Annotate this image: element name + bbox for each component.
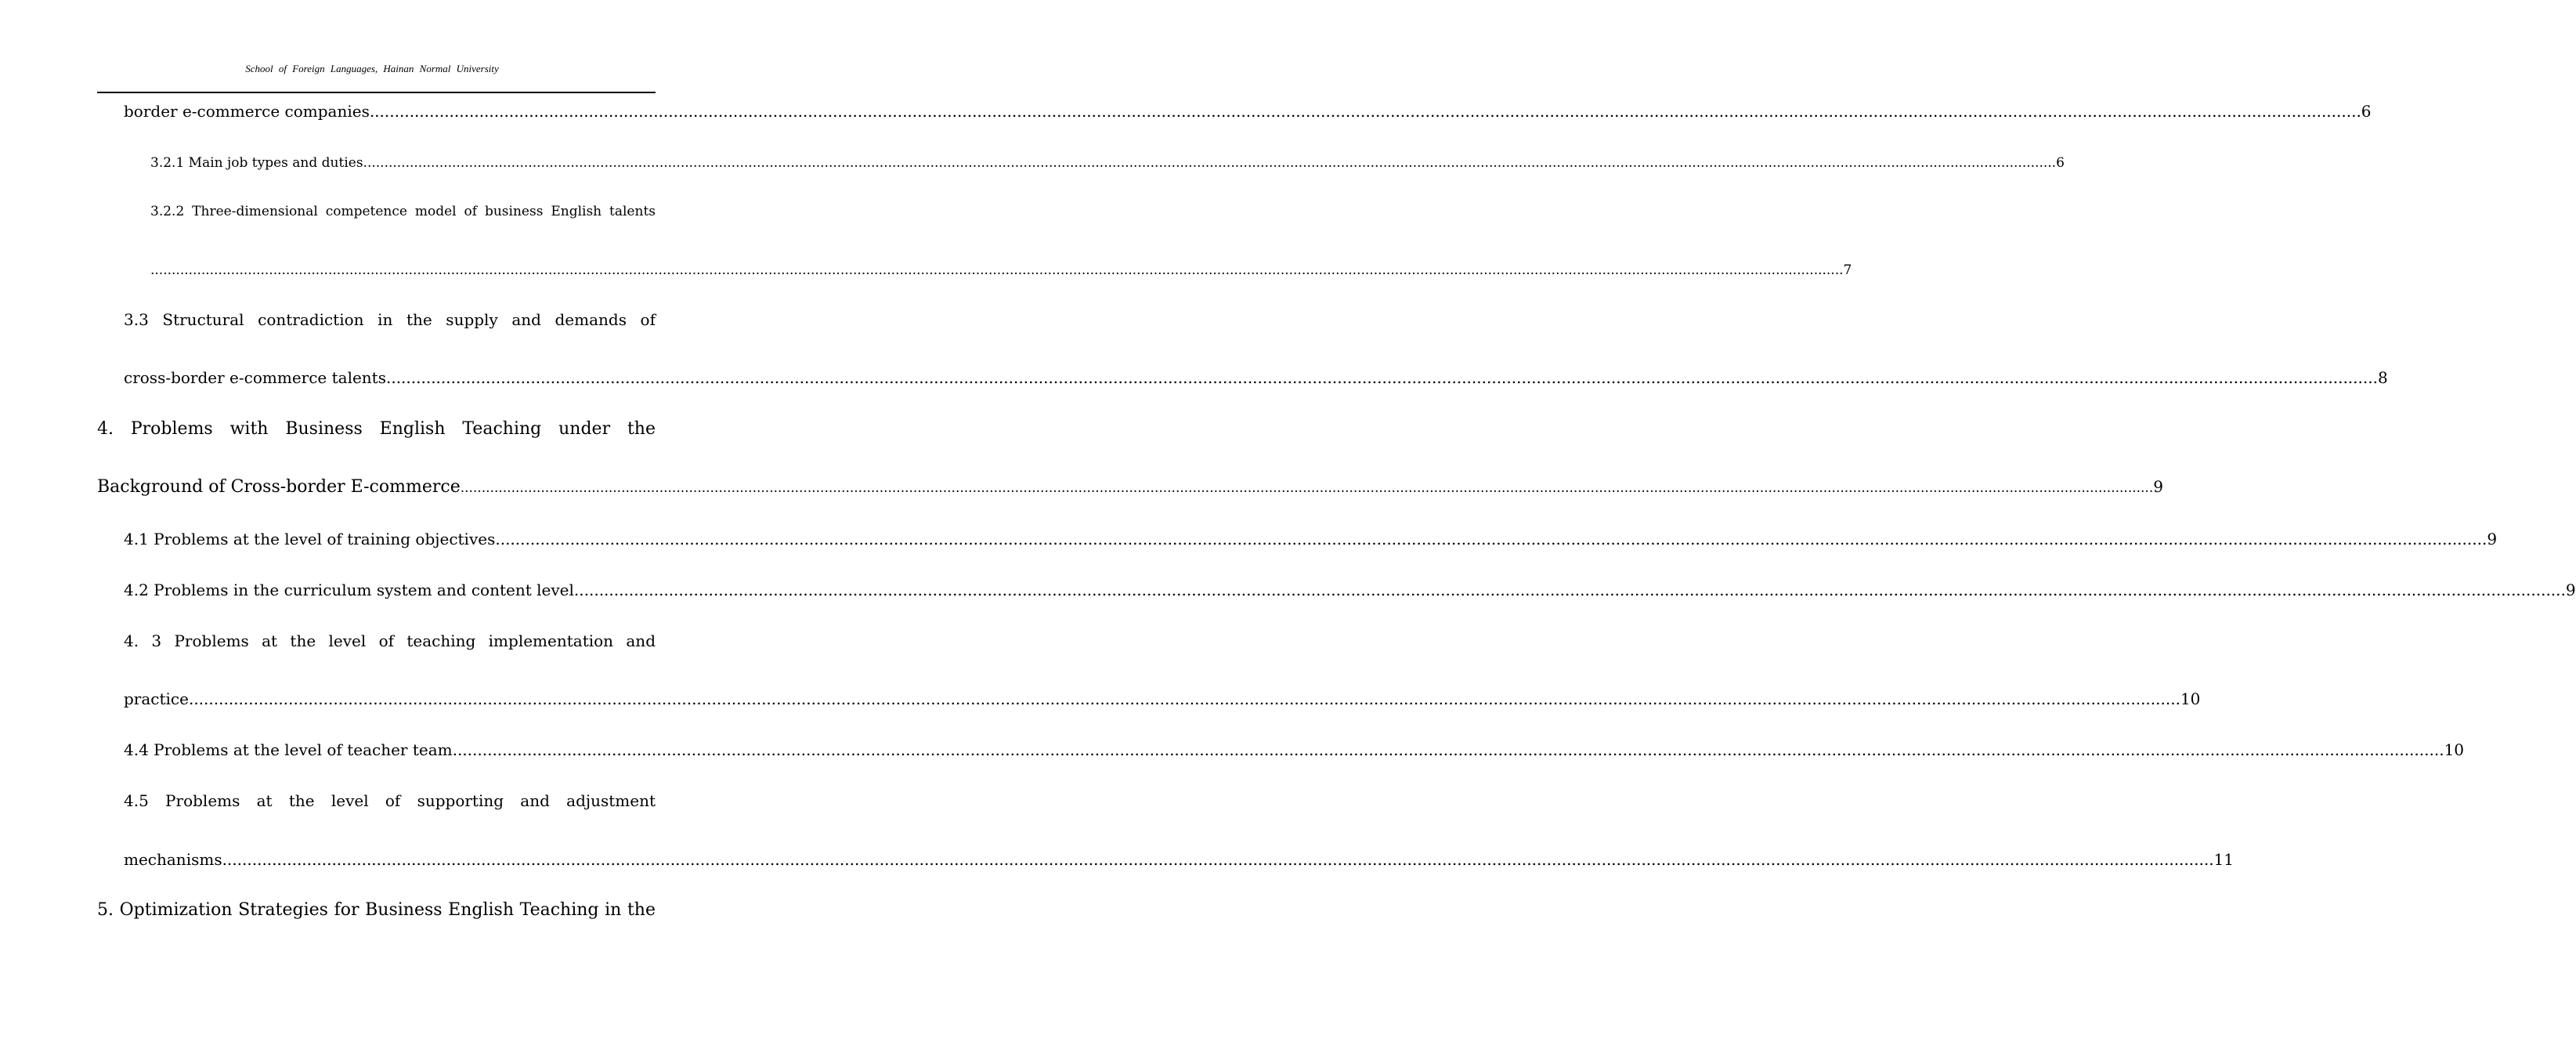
toc-chapter-title: Background of Cross-border E-commerce (97, 477, 461, 497)
toc-entry-title[interactable]: 3.2.2 Three-dimensional competence model of business English talents (150, 204, 656, 219)
toc-page-number: 10 (2180, 689, 2201, 708)
toc-entry-continuation[interactable] (124, 368, 2388, 387)
toc-leader: ................................................................................................................................................................................................................................................................................................................................................................................................................ (452, 740, 2444, 759)
toc-entry-title: border e-commerce companies (124, 102, 370, 121)
toc-leader: ................................................................................................................................................................................................................................................................................................................................................................................................................ (495, 530, 2487, 548)
toc-leader: ................................................................................................................................................................................................................................................................................................................................................................................................................ (363, 155, 2057, 171)
toc-entry-title: mechanisms (124, 850, 222, 869)
toc-entry[interactable] (124, 581, 2576, 599)
toc-entry-continuation[interactable] (124, 850, 2234, 869)
toc-entry-title: 3.2.1 Main job types and duties (150, 155, 363, 171)
toc-entry-title: practice (124, 689, 189, 708)
toc-chapter-continuation[interactable] (97, 477, 2163, 497)
toc-entry-title: 4.4 Problems at the level of teacher team (124, 740, 453, 759)
toc-entry[interactable] (124, 102, 2372, 121)
toc-page-number: 9 (2565, 581, 2576, 599)
toc-entry-title[interactable]: 4.5 Problems at the level of supporting and adjustment (124, 791, 656, 810)
toc-leader: ................................................................................................................................................................................................................................................................................................................................................................................................................ (188, 689, 2180, 708)
toc-leader: ................................................................................................................................................................................................................................................................................................................................................................................................................ (573, 581, 2566, 599)
toc-page-number: 8 (2377, 368, 2388, 387)
toc-chapter-title[interactable]: 5. Optimization Strategies for Business English Teaching in the (97, 900, 656, 920)
toc-page-number: 9 (2153, 477, 2163, 496)
toc-leader: ................................................................................................................................................................................................................................................................................................................................................................................................................ (369, 102, 2361, 121)
toc-entry[interactable] (150, 155, 2065, 171)
toc-entry-continuation[interactable] (150, 262, 1852, 278)
toc-leader: ................................................................................................................................................................................................................................................................................................................................................................................................................ (385, 368, 2378, 387)
toc-page-number: 11 (2213, 850, 2234, 869)
toc-page-number: 9 (2487, 530, 2498, 548)
toc-entry-title: 4.2 Problems in the curriculum system and content level (124, 581, 574, 599)
toc-page-number: 7 (1843, 262, 1852, 278)
toc-leader: ................................................................................................................................................................................................................................................................................................................................................................................................................ (150, 262, 1844, 278)
toc-entry-title[interactable]: 4. 3 Problems at the level of teaching implementation and (124, 631, 656, 650)
toc-entry-title: 4.1 Problems at the level of training objectives (124, 530, 496, 548)
toc-page-number: 6 (2361, 102, 2372, 121)
toc-page-number: 6 (2056, 155, 2065, 171)
toc-entry-title: cross-border e-commerce talents (124, 368, 386, 387)
toc-entry[interactable] (124, 530, 2498, 548)
header-divider (97, 92, 656, 93)
page-header: School of Foreign Languages, Hainan Normal University (245, 63, 499, 74)
toc-entry[interactable] (124, 740, 2465, 759)
toc-page-number: 10 (2444, 740, 2465, 759)
toc-leader: ................................................................................................................................................................................................................................................................................................................................................................................................................ (222, 850, 2214, 869)
toc-leader: ................................................................................................................................................................................................................................................................................................................................................................................................................ (460, 480, 2154, 496)
toc-entry-title[interactable]: 3.3 Structural contradiction in the supply and demands of (124, 310, 656, 329)
toc-entry-continuation[interactable] (124, 689, 2201, 708)
toc-chapter-title[interactable]: 4. Problems with Business English Teaching under the (97, 419, 656, 439)
